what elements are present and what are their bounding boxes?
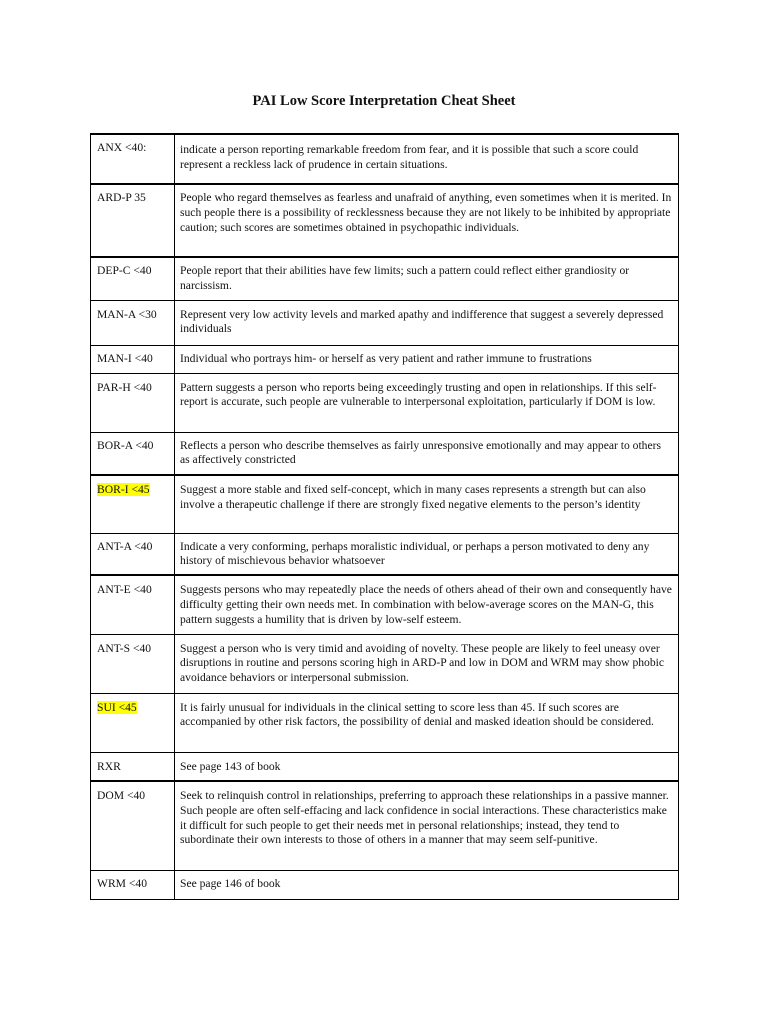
table-row [91, 432, 679, 475]
table-row [91, 184, 679, 257]
scale-label-cell [91, 752, 175, 781]
scale-label-cell [91, 300, 175, 345]
table-row [91, 693, 679, 752]
interpretation-cell [175, 781, 679, 870]
scale-label: ANX <40: [97, 141, 147, 154]
table-row [91, 533, 679, 575]
interpretation-text: Represent very low activity levels and marked apathy and indifference that suggest a severely depressed individuals [180, 307, 664, 336]
scale-label: MAN-I <40 [97, 351, 153, 365]
interpretation-cell [175, 257, 679, 300]
interpretation-text: People report that their abilities have few limits; such a pattern could reflect either grandiosity or narcissism. [180, 264, 630, 292]
scale-label-cell [91, 257, 175, 300]
table-row [91, 475, 679, 533]
interpretation-cell [175, 870, 679, 899]
document-title: PAI Low Score Interpretation Cheat Sheet [252, 93, 516, 109]
table-row [91, 870, 679, 899]
table-row [91, 134, 679, 184]
table-row [91, 781, 679, 870]
interpretation-cell [175, 693, 679, 752]
scale-label-cell [91, 432, 175, 475]
table-row [91, 373, 679, 432]
interpretation-text: It is fairly unusual for individuals in the clinical setting to score less than 45. If such scores are accompanied by other risk factors, the possibility of denial and masked ideation should be considered. [180, 700, 654, 729]
interpretation-text: People who regard themselves as fearless and unafraid of anything, even sometimes when it is merited. In such people there is a possibility of recklessness because they are not likely to be inhibited by appropriate caution; such scores are sometimes obtained in psychopathic individuals. [180, 191, 672, 234]
table-row [91, 575, 679, 634]
interpretation-text: Indicate a very conforming, perhaps moralistic individual, or perhaps a person motivated to deny any history of mischievous behavior whatsoever [180, 539, 650, 568]
interpretation-text: indicate a person reporting remarkable freedom from fear, and it is possible that such a score could represent a reckless lack of prudence in certain situations. [180, 143, 639, 171]
scale-label-cell [91, 870, 175, 899]
interpretation-text: Pattern suggests a person who reports being exceedingly trusting and open in relationships. If this self-report is accurate, such people are vulnerable to interpersonal exploitation, particularly if DOM is low. [180, 380, 657, 409]
scale-label-cell [91, 575, 175, 634]
scale-label-cell [91, 184, 175, 257]
scale-label-cell [91, 533, 175, 575]
scale-label: RXR [97, 759, 121, 773]
interpretation-cell [175, 475, 679, 533]
scale-label: ANT-E <40 [97, 583, 152, 596]
scale-label-cell [91, 634, 175, 693]
scale-label: PAR-H <40 [97, 380, 152, 394]
scale-label-cell [91, 781, 175, 870]
table-row [91, 752, 679, 781]
scale-label: WRM <40 [97, 876, 148, 890]
scale-label-cell [91, 345, 175, 373]
interpretation-text: Reflects a person who describe themselves as fairly unresponsive emotionally and may appear to others as affectively constricted [180, 438, 661, 467]
interpretation-cell [175, 752, 679, 781]
interpretation-cell [175, 134, 679, 184]
scale-label-cell [91, 475, 175, 533]
interpretation-text: Suggest a person who is very timid and avoiding of novelty. These people are likely to feel uneasy over disruptions in routine and persons scoring high in ARD-P and low in DOM and WRM may show phobic avoidance behaviors or interpersonal submission. [180, 641, 665, 685]
interpretation-text: See page 143 of book [180, 759, 281, 773]
scale-label-highlighted: SUI <45 [97, 700, 137, 714]
interpretation-cell [175, 432, 679, 475]
interpretation-text: Suggest a more stable and fixed self-concept, which in many cases represents a strength but can also involve a therapeutic challenge if there are strongly fixed negative elements to the person’s identity [180, 483, 646, 511]
interpretation-text: See page 146 of book [180, 876, 281, 890]
scale-label: DEP-C <40 [97, 264, 152, 277]
interpretation-cell [175, 184, 679, 257]
interpretation-cell [175, 575, 679, 634]
interpretation-text: Individual who portrays him- or herself as very patient and rather immune to frustrations [180, 351, 592, 365]
table-row [91, 257, 679, 300]
table-row [91, 300, 679, 345]
interpretation-cell [175, 373, 679, 432]
scale-label-cell [91, 693, 175, 752]
scale-label: BOR-A <40 [97, 438, 154, 452]
scale-label-highlighted: BOR-I <45 [97, 483, 150, 496]
interpretation-text: Seek to relinquish control in relationships, preferring to approach these relationships in a passive manner. Such people are often self-effacing and lack confidence in social interactions. These characteristics make it difficult for such people to get their needs met in personal relationships; instead, they tend to subordinate their own interests to those of others in a manner that may seem self-punitive. [180, 789, 669, 847]
scale-label: ARD-P 35 [97, 191, 146, 204]
interpretation-text: Suggests persons who may repeatedly place the needs of others ahead of their own and consequently have difficulty getting their own needs met. In combination with below-average scores on the MAN-G, this pattern suggests a humility that is driven by low-self esteem. [180, 583, 672, 626]
interpretation-table [90, 133, 679, 900]
scale-label: MAN-A <30 [97, 307, 157, 321]
interpretation-cell [175, 300, 679, 345]
scale-label-cell [91, 373, 175, 432]
scale-label: ANT-S <40 [97, 641, 152, 655]
table-row [91, 345, 679, 373]
scale-label: DOM <40 [97, 789, 146, 802]
interpretation-cell [175, 345, 679, 373]
scale-label-cell [91, 134, 175, 184]
interpretation-cell [175, 634, 679, 693]
table-row [91, 634, 679, 693]
interpretation-cell [175, 533, 679, 575]
scale-label: ANT-A <40 [97, 539, 153, 553]
